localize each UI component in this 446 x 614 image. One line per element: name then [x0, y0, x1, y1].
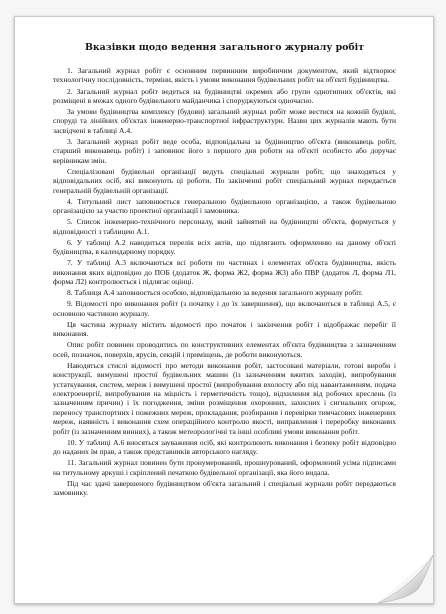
paragraph: Під час здачі завершеного будівництвом об'єкта загальний і спеціальні журнали робіт передаються замовнику.	[53, 478, 396, 498]
paragraph: 3. Загальний журнал робіт веде особа, відповідальна за будівництво об'єкта (виконавець робіт, старший виконавець робіт) і заповнює його з першого дня роботи на об'єкті особисто або доручає керівникам змін.	[53, 136, 396, 165]
paragraph: 4. Титульний лист заповнюється генеральною будівельною організацією, а також будівельною організацією за участю проектної організації і замовника.	[53, 196, 396, 216]
paragraph: 8. Таблиця А.4 заповнюється особою, відповідальною за ведення загального журналу робіт.	[67, 288, 363, 298]
paragraph: 10. У таблиці А.6 вносяться зауваження осіб, які контролюють виконання і безпеку робіт відповідно до наданих їм прав, а також представників авторського нагляду.	[53, 437, 396, 457]
paragraph: Опис робіт повинен проводитись по конструктивних елементах об'єкта будівництва з зазначенням осей, позначок, поверхів, ярусів, секцій і приміщень, де роботи виконуються.	[53, 340, 396, 359]
paragraph: 11. Загальний журнал повинен бути пронумерований, прошнурований, оформлений усіма підписами на титульному аркуші і скріплений печаткою будівельної організації, яка його видала.	[53, 458, 396, 477]
page-curl-icon	[378, 555, 433, 603]
paragraph: 5. Список інженерно-технічного персоналу, який зайнятий на будівництві об'єкта, формується у відповідності з таблицею А.1.	[53, 217, 396, 236]
document-title: Вказівки щодо ведення загального журналу робіт	[84, 42, 365, 53]
document-content	[53, 42, 396, 499]
paragraph: 1. Загальний журнал робіт є основним первинним виробничим документом, який відтворює технологічну послідовність, терміни, якість і умови виконання будівельних робіт на об'єкті будівництва.	[53, 66, 396, 85]
paragraph: За умови будівництва комплексу (будови) загальний журнал робіт може вестися на кожній будівлі, споруді та лінійних об'єктах інженерно-транспортної інфраструктури. Назви цих журналів мають бути засвідчені в таблиці А.4.	[53, 107, 396, 135]
paragraph: 6. У таблиці А.2 наводиться перелік всіх актів, що підлягають оформленню на даному об'єкті будівництва, в календарному порядку.	[53, 237, 396, 257]
paragraph: Наводяться стислі відомості про методи виконання робіт, застосовані матеріали, готові вироби і конструкції, вимушені простої будівельних машин (із зазначенням вжитих заходів), випробування устаткування, систем, мереж і вимушені простої (випробування вхолосту або під навантаженням, подача електроенергії, випробування на міцність і герметичність тощо), відхилення від робочих креслень (із зазначенням причин) і їх погодження, зміни розміщення охоронних, захисних і сигнальних огорож, переносу транспортних і пожежних мереж, прокладання, розбирання і перевірки тимчасових інженерних мереж, наявність і виконання схем операційного контролю якості, виправлення і переробку виконаних робіт (із зазначенням винних), а також метеорологічні та інші особливі умови виконання робіт.	[53, 360, 396, 436]
paragraph: 7. У таблиці А.3 включаються всі роботи по частинах і елементах об'єкта будівництва, якість виконання яких відповідно до ПОБ (додаток Ж, форма Ж2, форма Ж3) або ПВР (додаток Л, форма Л1, форма Л2) контролюється і підлягає оцінці.	[53, 258, 396, 287]
paragraph: 9. Відомості про виконання робіт (з початку і до їх завершення), що включаються в таблиці А.5, є основною частиною журналу.	[53, 299, 396, 318]
paragraph: 2. Загальний журнал робіт ведеться на будівництві окремих або групи однотипних об'єктів, які розміщені в межах одного будівельного майданчика і споруджуються одночасно.	[53, 86, 396, 105]
paragraph: Спеціалізовані будівельні організації ведуть спеціальні журнали робіт, що знаходяться у відповідальних осіб, які виконують ці роботи. По закінченні робіт спеціальний журнал передається генеральній будівельній організації.	[53, 166, 396, 195]
paragraph: Ця частина журналу містить відомості про початок і закінчення робіт і відображає перебіг її виконання.	[53, 319, 396, 339]
document-page	[14, 16, 434, 604]
